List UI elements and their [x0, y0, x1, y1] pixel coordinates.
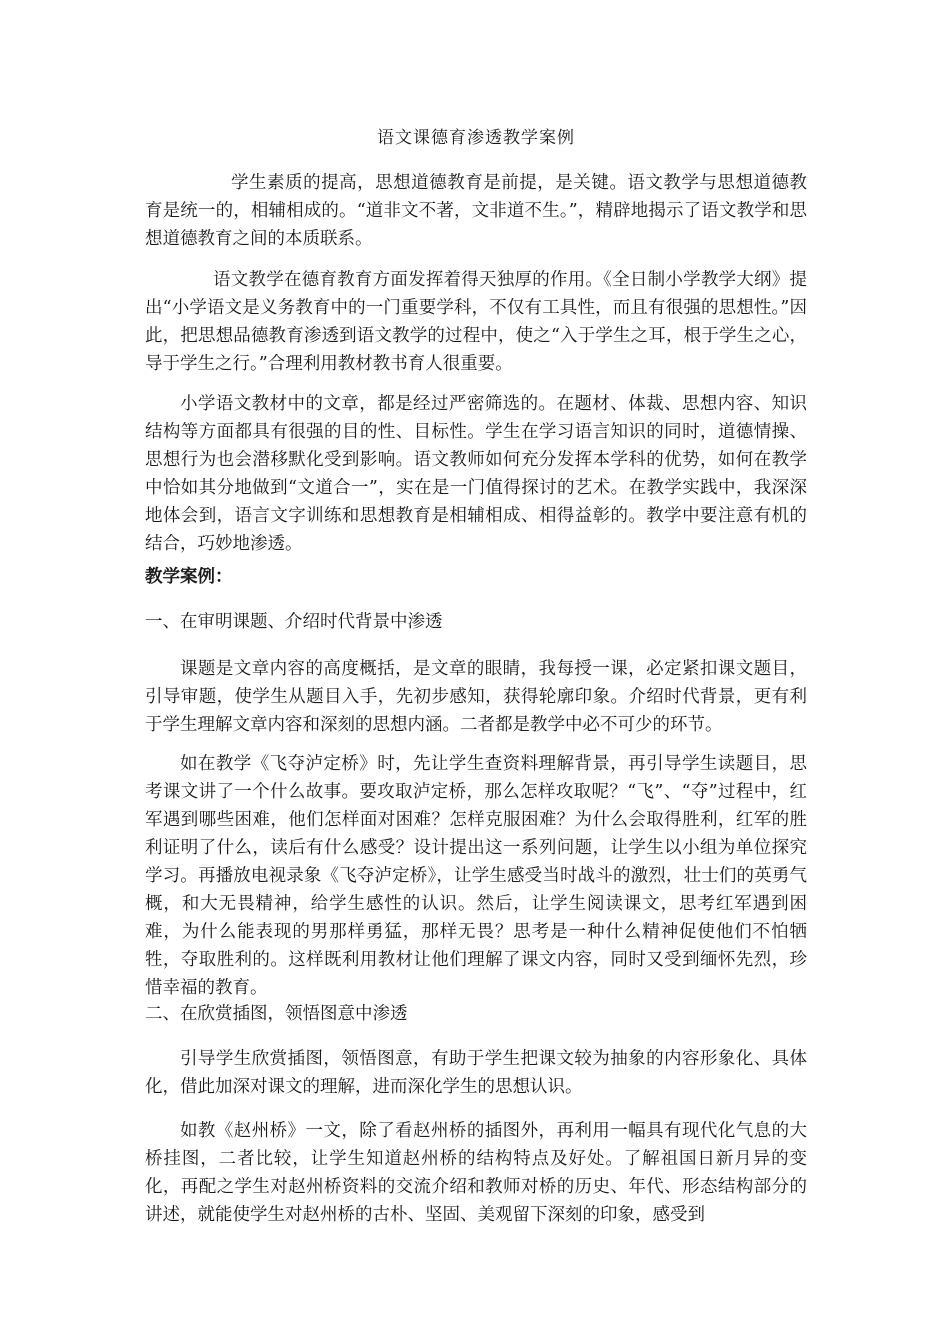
paragraph-zhaozhou-bridge: 如教《赵州桥》一文，除了看赵州桥的插图外，再利用一幅具有现代化气息的大桥挂图，二者比较，让学生知道赵州桥的结构特点及好处。了解祖国日新月异的变化，再配之学生对赵州桥资料的交流介绍和教师对桥的历史、年代、形态结构部分的讲述，就能使学生对赵州桥的古朴、坚固、美观留下深刻的印象，感受到: [145, 1121, 807, 1225]
paragraph-title-background: 课题是文章内容的高度概括，是文章的眼睛，我每授一课，必定紧扣课文题目，引导审题，使学生从题目入手，先初步感知，获得轮廓印象。介绍时代背景，更有利于学生理解文章内容和深刻的思想内涵。二者都是教学中必不可少的环节。: [145, 659, 807, 735]
paragraph-luding-bridge: 如在教学《飞夺泸定桥》时，先让学生查资料理解背景，再引导学生读题目，思考课文讲了一个什么故事。要攻取泸定桥，那么怎样攻取呢？“飞”、“夺”过程中，红军遇到哪些困难，他们怎样面对困难？怎样克服困难？为什么会取得胜利，红军的胜利证明了什么，读后有什么感受？设计提出这一系列问题，让学生以小组为单位探究学习。再播放电视录象《飞夺泸定桥》，让学生感受当时战斗的激烈，壮士们的英勇气概，和大无畏精神，给学生感性的认识。然后，让学生阅读课文，思考红军遇到困难，为什么能表现的男那样勇猛，那样无畏？思考是一种什么精神促使他们不怕牺牲，夺取胜利的。这样既利用教材让他们理解了课文内容，同时又受到缅怀先烈，珍惜幸福的教育。: [145, 754, 807, 998]
document-title: 语文课德育渗透教学案例: [377, 128, 575, 148]
cases-heading: 教学案例：: [145, 567, 233, 587]
paragraph-role: 语文教学在德育教育方面发挥着得天独厚的作用。《全日制小学教学大纲》提出“小学语文是义务教育中的一门重要学科，不仅有工具性，而且有很强的思想性。”因此，把思想品德教育渗透到语文教学的过程中，使之“入于学生之耳，根于学生之心，导于学生之行。”合理利用教材教书育人很重要。: [145, 270, 807, 374]
paragraph-intro: 学生素质的提高，思想道德教育是前提，是关键。语文教学与思想道德教育是统一的，相辅相成的。“道非文不著，文非道不生。”，精辟地揭示了语文教学和思想道德教育之间的本质联系。: [145, 173, 807, 249]
paragraph-illustrations: 引导学生欣赏插图，领悟图意，有助于学生把课文较为抽象的内容形象化、具体化，借此加深对课文的理解，进而深化学生的思想认识。: [145, 1049, 807, 1097]
paragraph-textbook: 小学语文教材中的文章，都是经过严密筛选的。在题材、体裁、思想内容、知识结构等方面都具有很强的目的性、目标性。学生在学习语言知识的同时，道德情操、思想行为也会潜移默化受到影响。语文教师如何充分发挥本学科的优势，如何在教学中恰如其分地做到“文道合一”，实在是一门值得探讨的艺术。在教学实践中，我深深地体会到，语言文字训练和思想教育是相辅相成、相得益彰的。教学中要注意有机的结合，巧妙地渗透。: [145, 394, 807, 554]
section-heading-2: 二、在欣赏插图，领悟图意中渗透: [145, 1004, 408, 1024]
section-heading-1: 一、在审明课题、介绍时代背景中渗透: [145, 612, 443, 632]
